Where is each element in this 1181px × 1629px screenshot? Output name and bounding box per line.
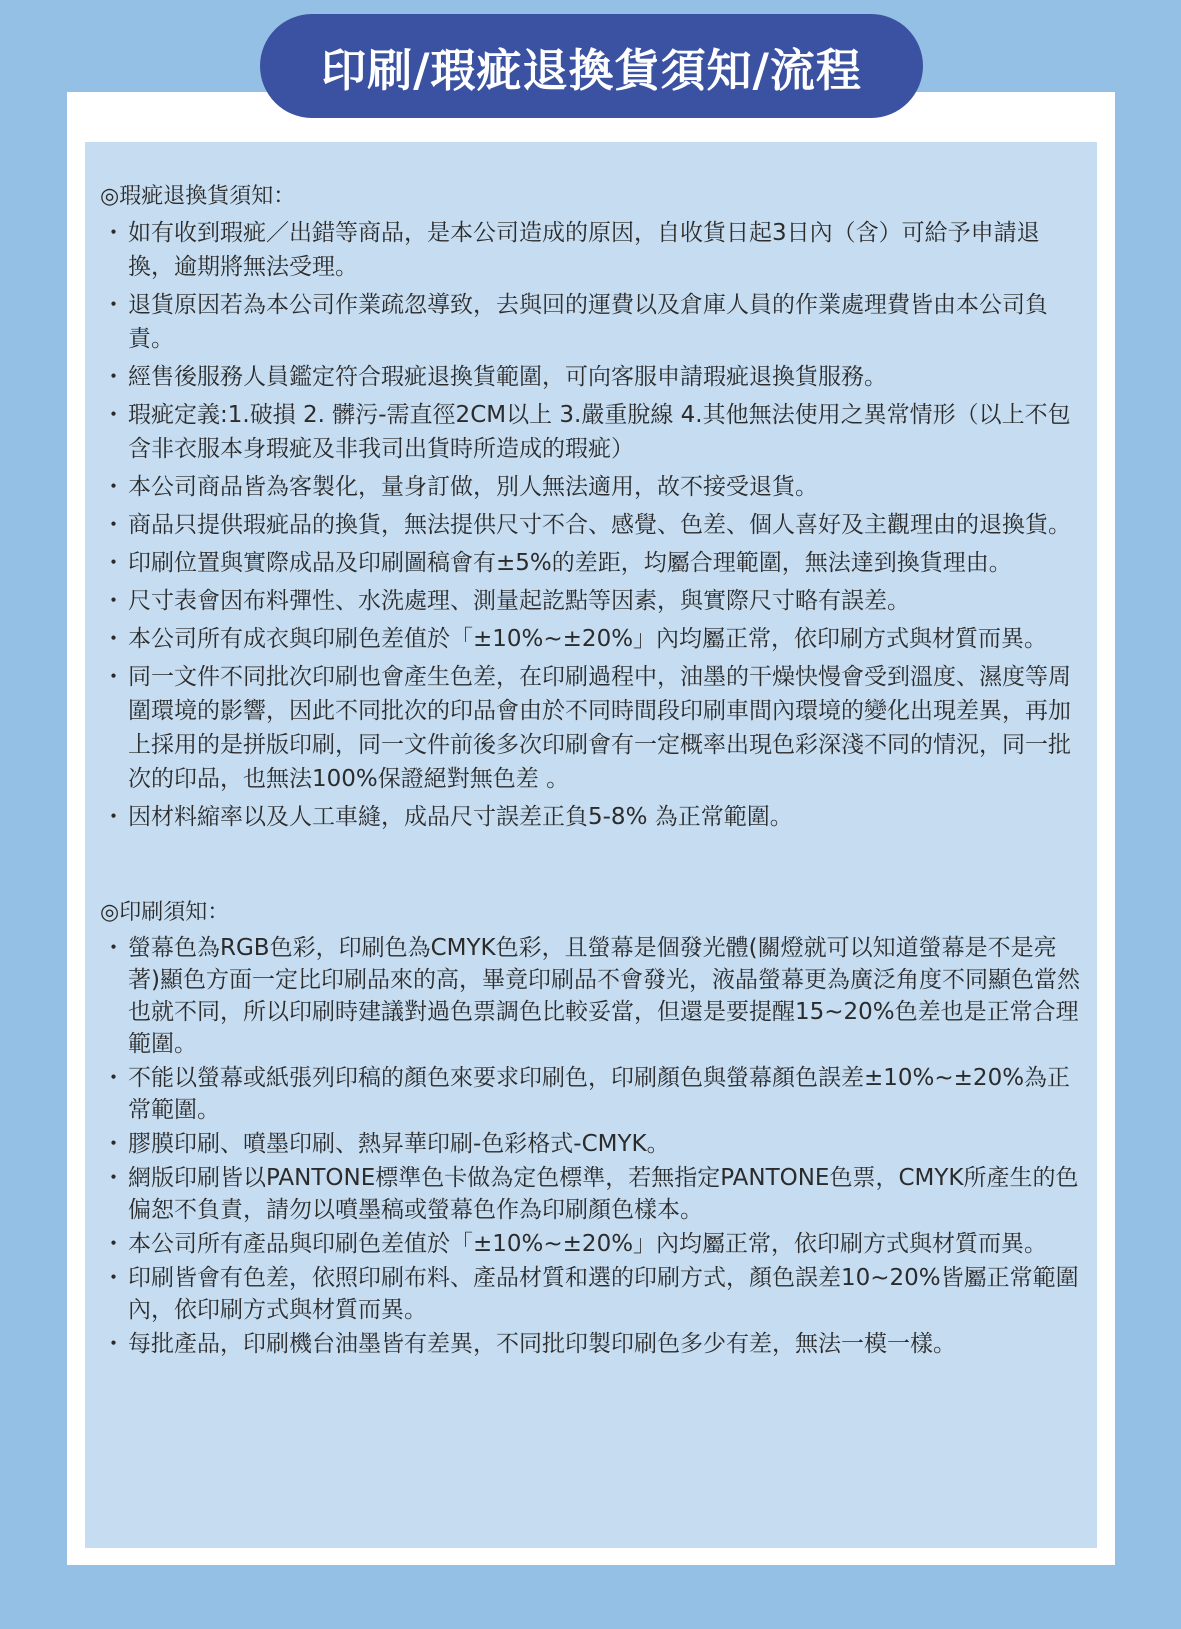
list-item bbox=[100, 584, 1084, 618]
bullet-icon: ・ bbox=[102, 550, 125, 576]
list-item bbox=[100, 546, 1084, 580]
list-item-text: 不能以螢幕或紙張列印稿的顏色來要求印刷色，印刷顏色與螢幕顏色誤差±10%~±20%為正常範圍。 bbox=[128, 1065, 1071, 1123]
list-item-text: 如有收到瑕疵／出錯等商品，是本公司造成的原因，自收貨日起3日內（含）可給予申請退換，逾期將無法受理。 bbox=[128, 220, 1040, 280]
bullet-icon: ・ bbox=[102, 512, 125, 538]
defect-return-section bbox=[100, 180, 1084, 834]
bullet-icon: ・ bbox=[102, 1231, 125, 1257]
bullet-icon: ・ bbox=[102, 474, 125, 500]
bullet-icon: ・ bbox=[102, 1165, 125, 1191]
section-heading-printing: ◎印刷須知： bbox=[100, 900, 230, 925]
bullet-icon: ・ bbox=[102, 1265, 125, 1291]
list-item-text: 因材料縮率以及人工車縫，成品尺寸誤差正負5-8% 為正常範圍。 bbox=[128, 804, 793, 830]
printing-notice-section bbox=[100, 896, 1084, 1360]
list-item bbox=[100, 216, 1084, 284]
list-item bbox=[100, 622, 1084, 656]
bullet-icon: ・ bbox=[102, 220, 125, 246]
page-title: 印刷/瑕疵退換貨須知/流程 bbox=[321, 43, 862, 97]
section-heading-defect-return: ◎瑕疵退換貨須知： bbox=[100, 184, 296, 209]
list-item-text: 印刷位置與實際成品及印刷圖稿會有±5%的差距，均屬合理範圍，無法達到換貨理由。 bbox=[128, 550, 1012, 576]
list-item-text: 本公司所有成衣與印刷色差值於「±10%~±20%」內均屬正常，依印刷方式與材質而異。 bbox=[128, 626, 1048, 652]
bullet-icon: ・ bbox=[102, 292, 125, 318]
list-item bbox=[100, 398, 1084, 466]
list-item-text: 瑕疵定義:1.破損 2. 髒污-需直徑2CM以上 3.嚴重脫線 4.其他無法使用之異常情形（以上不包含非衣服本身瑕疵及非我司出貨時所造成的瑕疵） bbox=[128, 402, 1071, 462]
list-item-text: 本公司所有產品與印刷色差值於「±10%~±20%」內均屬正常，依印刷方式與材質而異。 bbox=[128, 1231, 1048, 1257]
list-item-text: 尺寸表會因布料彈性、水洗處理、測量起訖點等因素，與實際尺寸略有誤差。 bbox=[128, 588, 910, 614]
list-item-text: 螢幕色為RGB色彩，印刷色為CMYK色彩，且螢幕是個發光體(關燈就可以知道螢幕是不是亮著)顯色方面一定比印刷品來的高，畢竟印刷品不會發光，液晶螢幕更為廣泛角度不同顯色當然也就不同，所以印刷時建議對過色票調色比較妥當，但還是要提醒15~20%色差也是正常合理範圍。 bbox=[128, 935, 1080, 1057]
list-item-text: 本公司商品皆為客製化，量身訂做，別人無法適用，故不接受退貨。 bbox=[128, 474, 818, 500]
list-item-text: 經售後服務人員鑑定符合瑕疵退換貨範圍，可向客服申請瑕疵退換貨服務。 bbox=[128, 364, 887, 390]
list-item bbox=[100, 470, 1084, 504]
list-item-text: 每批產品，印刷機台油墨皆有差異，不同批印製印刷色多少有差，無法一模一樣。 bbox=[128, 1331, 956, 1357]
bullet-icon: ・ bbox=[102, 1131, 125, 1157]
bullet-icon: ・ bbox=[102, 664, 125, 690]
list-item bbox=[100, 1162, 1084, 1226]
list-item bbox=[100, 1262, 1084, 1326]
list-item bbox=[100, 800, 1084, 834]
list-item-text: 商品只提供瑕疵品的換貨，無法提供尺寸不合、感覺、色差、個人喜好及主觀理由的退換貨。 bbox=[128, 512, 1071, 538]
bullet-icon: ・ bbox=[102, 1065, 125, 1091]
list-item bbox=[100, 932, 1084, 1060]
list-item-text: 印刷皆會有色差，依照印刷布料、產品材質和選的印刷方式，顏色誤差10~20%皆屬正常範圍內，依印刷方式與材質而異。 bbox=[128, 1265, 1079, 1323]
title-banner bbox=[260, 14, 923, 118]
list-item bbox=[100, 1328, 1084, 1360]
notice-text-area bbox=[100, 180, 1084, 1362]
bullet-icon: ・ bbox=[102, 364, 125, 390]
list-item bbox=[100, 660, 1084, 796]
bullet-icon: ・ bbox=[102, 804, 125, 830]
list-item-text: 網版印刷皆以PANTONE標準色卡做為定色標準，若無指定PANTONE色票，CMYK所產生的色偏恕不負責，請勿以噴墨稿或螢幕色作為印刷顏色樣本。 bbox=[128, 1165, 1079, 1223]
section-spacer bbox=[100, 838, 1084, 896]
list-item-text: 膠膜印刷、噴墨印刷、熱昇華印刷-色彩格式-CMYK。 bbox=[128, 1131, 670, 1157]
bullet-icon: ・ bbox=[102, 935, 125, 961]
bullet-icon: ・ bbox=[102, 402, 125, 428]
bullet-icon: ・ bbox=[102, 588, 125, 614]
bullet-icon: ・ bbox=[102, 626, 125, 652]
list-item bbox=[100, 508, 1084, 542]
list-item-text: 退貨原因若為本公司作業疏忽導致，去與回的運費以及倉庫人員的作業處理費皆由本公司負責。 bbox=[128, 292, 1048, 352]
bullet-icon: ・ bbox=[102, 1331, 125, 1357]
list-item bbox=[100, 1062, 1084, 1126]
list-item bbox=[100, 288, 1084, 356]
list-item bbox=[100, 360, 1084, 394]
list-item bbox=[100, 1128, 1084, 1160]
list-item bbox=[100, 1228, 1084, 1260]
list-item-text: 同一文件不同批次印刷也會產生色差，在印刷過程中，油墨的干燥快慢會受到溫度、濕度等周圍環境的影響，因此不同批次的印品會由於不同時間段印刷車間內環境的變化出現差異，再加上採用的是拼版印刷，同一文件前後多次印刷會有一定概率出現色彩深淺不同的情況，同一批次的印品，也無法100%保證絕對無色差 。 bbox=[128, 664, 1071, 792]
